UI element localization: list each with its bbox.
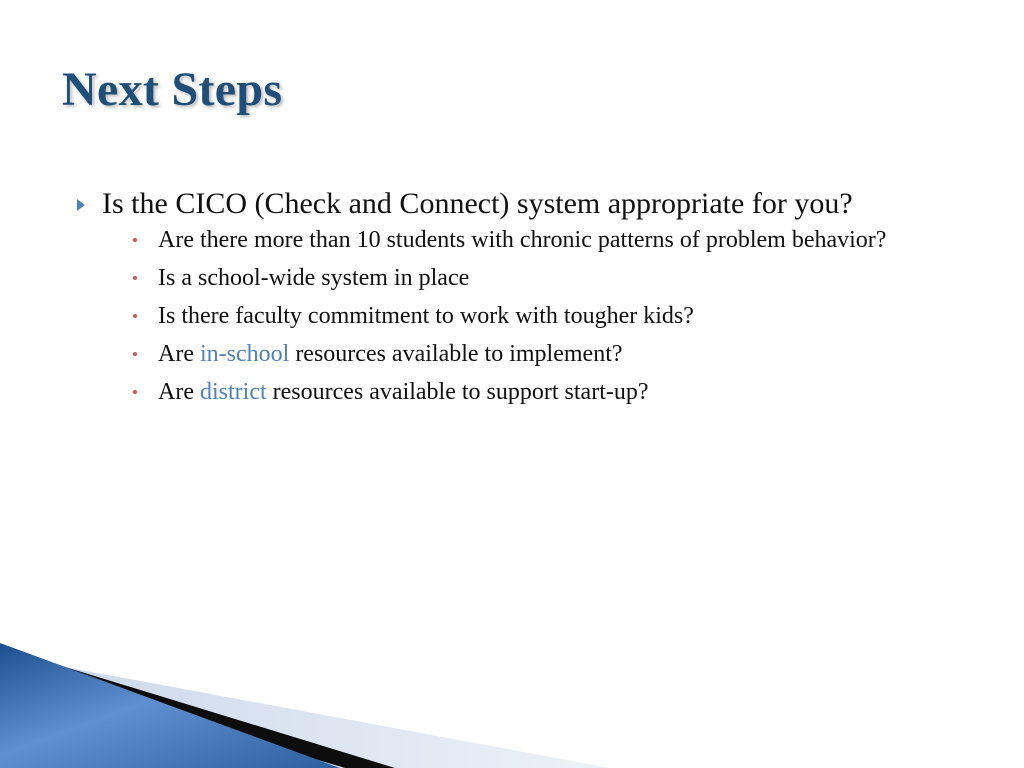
- sub-bullet-list: [70, 226, 960, 407]
- sub-bullet: [158, 378, 960, 407]
- sub-bullet: [158, 226, 960, 255]
- sub-bullet-text: Is there faculty commitment to work with tougher kids?: [158, 303, 694, 329]
- swoosh-blue-band: [0, 643, 340, 768]
- sub-bullet-text-pre: Are: [158, 341, 200, 367]
- sub-bullet-text: Are there more than 10 students with chronic patterns of problem behavior?: [158, 227, 887, 253]
- sub-bullet-text-post: resources available to support start-up?: [266, 379, 649, 405]
- highlight-district: district: [199, 379, 267, 405]
- sub-bullet-text: Is a school-wide system in place: [158, 265, 470, 291]
- bullet-dot-icon: [133, 314, 137, 318]
- sub-bullet: [158, 264, 960, 293]
- bullet-dot-icon: [133, 390, 137, 394]
- bottom-swoosh-decoration: [0, 643, 1024, 768]
- main-bullet: [70, 186, 960, 222]
- sub-bullet: [158, 340, 960, 369]
- sub-bullet-text-post: resources available to implement?: [289, 341, 623, 367]
- slide-content: [70, 186, 960, 416]
- bullet-dot-icon: [133, 238, 137, 242]
- sub-bullet: [158, 302, 960, 331]
- bullet-dot-icon: [133, 276, 137, 280]
- slide-title: Next Steps: [62, 63, 283, 116]
- main-bullet-text: Is the CICO (Check and Connect) system appropriate for you?: [102, 187, 853, 220]
- highlight-in-school: in-school: [199, 341, 290, 367]
- bullet-dot-icon: [133, 352, 137, 356]
- bullet-arrow-icon: [77, 199, 85, 211]
- sub-bullet-text-pre: Are: [158, 379, 200, 405]
